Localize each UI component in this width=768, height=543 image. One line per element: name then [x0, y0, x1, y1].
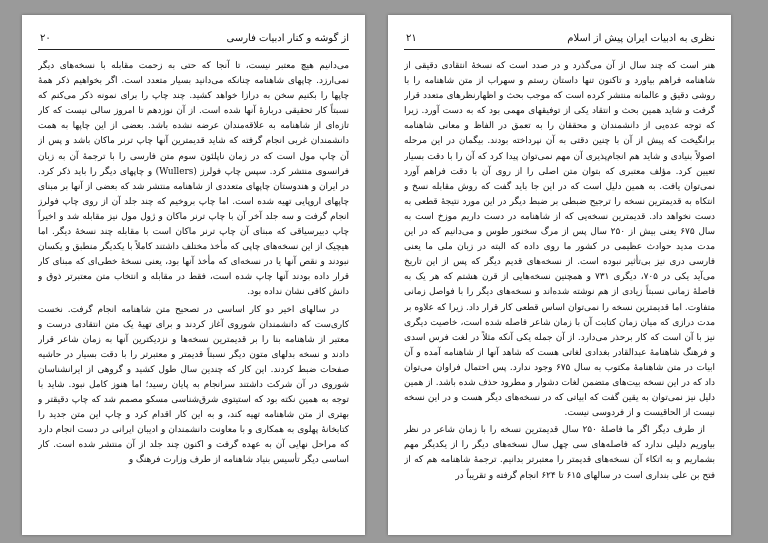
left-paragraph: در سالهای اخیر دو کار اساسی در تصحیح متن شاهنامه انجام گرفت. نخست کاری‌ست که دانشمندان شوروی آغاز کردند و برای تهیهٔ یک متن انتقادی درست و معتبر از شاهنامه بنا را بر قدیمترین نسخه‌ها و نزدیکترین آنها به زمان شاعر قرار دادند و نسخه بدلهای متون دیگر نسبتاً قدیمتر و معتبرتر را با دقت بسیار در حاشیه صفحات ضبط کردند. این کار که چندین سال طول کشید و گروهی از ایرانشناسان شوروی در آن شرکت داشتند سرانجام به پایان رسید؛ اما هنوز کامل نبود. شاید با توجه به همین نکته بود که استیتوی شرق‌شناسی مسکو مصمم شد که چاپ دقیقتر و بهتری از متن شاهنامه تهیه کند، و به این کار اقدام کرد و چاپ این متن جدید را کتابخانهٔ پهلوی به همکاری و با معاونت دانشمندان و ادیبان ایرانی در دست انجام دارد که مراحل نهایی آن به عهده گرفت و اکنون چند جلد از آن منتشر شده است. کار اساسی دیگر تأسیس بنیاد شاهنامه از طرف وزارت فرهنگ و — [38, 304, 349, 466]
right-paragraph: هنر است که چند سال از آن می‌گذرد و در صدد است که نسخهٔ انتقادی دقیقی از شاهنامه فراهم بیاورد و تاکنون تنها داستان رستم و سهراب از متن شاهنامه را با روشی دقیق و عالمانه منتشر کرده است که موجب بحث و اظهارنظرهای متعدد قرار گرفت و شاید همین بحث و انتقاد یکی از توفیقهای مهمی بود که به دست آورد. زیرا که توجه عده‌یی از دانشمندان و محققان را به تعمق در الفاظ و معانی شاهنامه برانگیخت که پیش از آن با چنین دقتی به آن نپرداخته بودند. بیگمان در این مرحله اصولاً بنیادی و شاید هم انجام‌پذیری آن مهم نمی‌توان پیدا کرد که آن را با دقت بسیار تعیین کرد. مؤلف معتبری که بتوان متن اصلی را از روی آن با دقت فراهم آورد نمی‌توان یافت. به همین دلیل است که در این جا باید گفت که روش مقابله نسخ و انتکاه به قدیمترین نسخه را ترجیح ضبطی بر ضبط دیگر در این مورد نتیجهٔ قطعی به دست نخواهد داد. قدیمترین نسخه‌یی که از شاهنامه در دست داریم موزخ است به سال ۶۷۵ یعنی بیش از ۲۵۰ سال پس از مرگ سخنور طوس و می‌دانیم که در این مدت مدید حوادث عظیمی در کشور ما روی داده که البته در زبان ملی ما یعنی فارسی دری نیز بی‌تأثیر نبوده است. از نسخه‌های قدیم دیگر که پس از این تاریخ می‌آید یکی در ۷۰۵، دیگری ۷۳۱ و همچنین نسخه‌هایی از قرن هشتم که هر یک به فاصلهٔ زمانی نسبتاً زیادی از هم نوشته شده‌اند و نسخه‌های دیگر را با فواصل زمانی متفاوت. اما قدیمترین نسخه را نمی‌توان اساس قطعی کار قرار داد. زیرا که علاوه بر مدت درازی که میان زمان کتابت آن با زمان شاعر فاصله شده است، خاصیت دیگری نیز با آن است که کار برحذر می‌دارد. از آن جمله یکی آنکه مثلاً در لغت فرس اسدی و فرهنگ شاهنامهٔ عبدالقادر بغدادی لغاتی هست که شاهد آنها از شاهنامه آمده و آن ابیات در متن شاهنامهٔ مکتوب به سال ۶۷۵ وجود ندارد. پس احتمال فراوان می‌توان داد که در این نسخه بیت‌های متضمن لغات دشوار و مطرود حذف شده باشد. از همین دلیل نیز نمی‌توان به یقین گفت که ابیاتی که در نسخه‌های دیگر هست و در این نسخه نیست از الحاقیست و از فردوسی نیست. — [404, 61, 715, 419]
left-page-number: ۲۰ — [40, 33, 51, 44]
left-paragraph: می‌دانیم هیچ معتبر نیست، تا آنجا که حتی به زحمت مقابله با نسخه‌های دیگر نمی‌ارزد. چاپهای شاهنامه چنانکه می‌دانید بسیار متعدد است. اگر بخواهیم ذکر همهٔ چاپها را بکنیم سخن به درازا خواهد کشید. چند چاپ را برای نمونه ذکر می‌کنم که نسبتاً کار تحقیقی دربارهٔ آنها شده است. از آن نوزدهم تا امروز سالی نیست که کار تازه‌ای از شاهنامه به علاقه‌مندان عرضه نشده باشد. بعضی از این چاپها به همت دانشمندان غربی انجام گرفته که شاید قدیمترین آنها چاپ ترنر ماکان باشد و پس از آن چاپ مول است که در زمان ناپلئون سوم متن فارسی را با ترجمهٔ آن به زبان فرانسوی منتشر کرد. سپس چاپ فولرز (Wullers) و چاپهای دیگر را باید ذکر کرد. در ایران و هندوستان چاپهای متعددی از شاهنامه منتشر شد که بعضی از آنها بر مبنای چاپهای اروپایی تهیه شده است. اما چاپ بروخیم که چند جلد آن از روی چاپ فولرز انجام گرفت و سه جلد آخر آن با چاپ ترنر ماکان و ژول مول نیز مقابله شد و اخیراً چاپ دبیرسیاقی که مبنای آن چاپ ترنر ماکان است با مقابله چند نسخهٔ دیگر. اما هیچیک از این نسخه‌های چاپی که مأخذ مختلف داشتند کاملاً با یکدیگر منطبق و یکسان نبودند و نقص آنها یا در نسخه‌ای که مأخذ آنها بود، یعنی نسخهٔ خطی‌ای که مبنای کار قرار داده بودند آنها چاپ شده است، فقط در مقابله و انتخاب متن معتبرتر ذوق و دانش کافی نشان نداده بود. — [38, 61, 349, 298]
right-page-number: ۲۱ — [406, 33, 417, 44]
right-paragraph: از طرف دیگر اگر ما فاصلهٔ ۲۵۰ سال قدیمترین نسخه را با زمان شاعر در نظر بیاوریم دلیلی ندارد که فاصله‌های سی چهل سال نسخه‌های دیگر را از یکدیگر مهم بشماریم و به اتکاء آن نسخه‌های قدیمتر را معتبرتر بدانیم. ترجمهٔ شاهنامه هم که از فتح بن علی بنداری است در سالهای ۶۱۵ تا ۶۲۴ انجام گرفته و تقریباً در — [404, 425, 715, 481]
right-book-page — [388, 15, 731, 535]
right-page-header — [404, 31, 715, 50]
left-running-title: از گوشه و کنار ادبیات فارسی — [226, 33, 349, 44]
right-page-body — [404, 59, 715, 529]
left-page-body — [38, 59, 349, 529]
right-running-title: نظری به ادبیات ایران پیش از اسلام — [567, 33, 715, 44]
left-book-page — [22, 15, 365, 535]
left-page-header — [38, 31, 349, 50]
